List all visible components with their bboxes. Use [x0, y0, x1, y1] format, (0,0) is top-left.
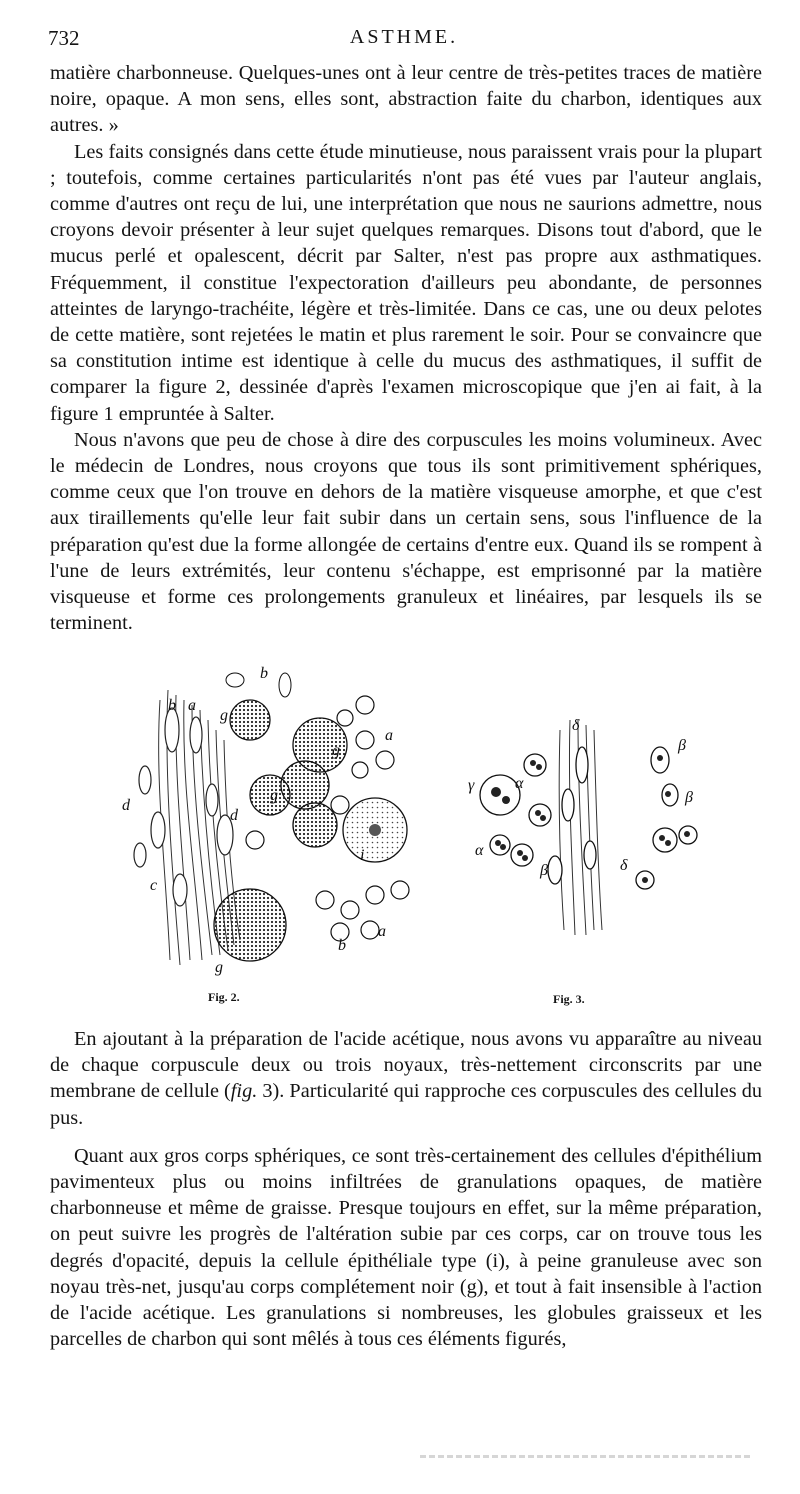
- fig3-label-beta: β: [685, 789, 693, 806]
- fig2-label-d: d: [230, 807, 238, 824]
- fig2-label-d: d: [122, 797, 130, 814]
- fig3-label-alpha: α: [515, 775, 524, 792]
- figure-3-drawing: [460, 710, 740, 950]
- fig2-label-c: c: [150, 877, 158, 894]
- text-block-bottom: [50, 1026, 762, 1352]
- fig3-label-delta: δ: [620, 857, 628, 874]
- fig2-label-g: g: [332, 742, 340, 759]
- running-title: ASTHME.: [349, 26, 459, 48]
- fig2-label-b: b: [260, 665, 268, 682]
- paragraph-text: En ajoutant à la préparation de l'acide acétique, nous avons vu apparaître au niveau de chaque corpuscule deux ou trois noyaux, très-nettement circonscrits par une membrane de cellule (: [50, 1028, 762, 1103]
- figure-3-caption: Fig. 3.: [553, 992, 585, 1006]
- figure-2-drawing: [110, 660, 430, 980]
- fig3-label-gamma: γ: [468, 777, 475, 794]
- fig2-label-a: a: [385, 727, 393, 744]
- figure-2: [110, 660, 430, 1004]
- fig2-label-g: g: [215, 959, 223, 976]
- text-block-top: [50, 60, 762, 636]
- fig2-label-g: g: [270, 787, 278, 804]
- fig2-label-b: b: [168, 697, 176, 714]
- figure-2-caption: Fig. 2.: [208, 990, 240, 1004]
- page-number: 732: [48, 26, 80, 50]
- page-header: [48, 26, 760, 56]
- paragraph: Les faits consignés dans cette étude minutieuse, nous paraissent vrais pour la plupart ; toutefois, comme certaines particularités n'ont pas été vues par l'auteur anglais, comme d'autres ont reçu de lui, une interprétation que nous ne saurions admettre, nous croyons devoir présenter à leur sujet quelques remarques. Disons tout d'abord, que le mucus perlé et opalescent, décrit par Salter, n'est pas propre aux asthmatiques. Fréquemment, il constitue l'expectoration d'ailleurs peu abondante, de personnes atteintes de laryngo-trachéite, légère et très-limitée. Dans ce cas, une ou deux pelotes de cette matière, sont rejetées le matin et plus rarement le soir. Pour se convaincre que sa constitution intime est identique à celle du mucus des asthmatiques, il suffit de comparer la figure 2, dessinée d'après l'examen microscopique que j'en ai fait, à la figure 1 empruntée à Salter.: [50, 140, 762, 425]
- paragraph: [50, 1026, 762, 1131]
- paragraph: matière charbonneuse. Quelques-unes ont à leur centre de très-petites traces de matière noire, opaque. A mon sens, elles sont, abstraction faite du charbon, identiques aux autres. »: [50, 62, 762, 137]
- fig3-label-delta: δ: [572, 717, 580, 734]
- fig2-label-b: b: [338, 937, 346, 954]
- paragraph-text: 3). Particularité qui rapproche ces corpuscules des cellules du pus.: [50, 1080, 762, 1129]
- fig2-label-a: a: [378, 923, 386, 940]
- fig3-label-beta: β: [678, 737, 686, 754]
- paragraph: Nous n'avons que peu de chose à dire des corpuscules les moins volumineux. Avec le médecin de Londres, nous croyons que tous ils sont primitivement sphériques, comme ceux que l'on trouve en dehors de la matière visqueuse amorphe, et que c'est aux tiraillements qu'elle leur fait subir dans un certain sens, sous l'influence de la préparation qu'est due la forme allongée de certains d'entre eux. Quand ils se rompent à l'une de leurs extrémités, leur contenu s'échappe, est emprisonné par la matière visqueuse et forme ces prolongements granuleux et linéaires, par lesquels ils se terminent.: [50, 428, 762, 635]
- print-smudge: [420, 1455, 750, 1458]
- fig3-label-beta: β: [540, 862, 548, 879]
- fig3-label-alpha: α: [475, 842, 484, 859]
- fig2-label-i: i: [360, 847, 365, 864]
- fig2-label-a: a: [188, 697, 196, 714]
- figure-reference: fig.: [230, 1080, 258, 1103]
- paragraph: Quant aux gros corps sphériques, ce sont très-certainement des cellules d'épithélium pavimenteux plus ou moins infiltrées de granulations opaques, de matière charbonneuse et même de graisse. Presque toujours en effet, sur la même préparation, on peut suivre les progrès de l'altération subie par ces corps, car on trouve tous les degrés d'opacité, depuis la cellule épithéliale type (i), à peine granuleuse avec son noyau très-net, jusqu'au corps complétement noir (g), et tout à fait insensible à l'action de l'acide acétique. Les granulations si nombreuses, les globules graisseux et les parcelles de charbon qui sont mêlés à tous ces éléments figurés,: [50, 1144, 762, 1351]
- fig2-label-g: g: [220, 707, 228, 724]
- figure-3: [460, 710, 740, 1006]
- figures-area: [90, 660, 770, 1020]
